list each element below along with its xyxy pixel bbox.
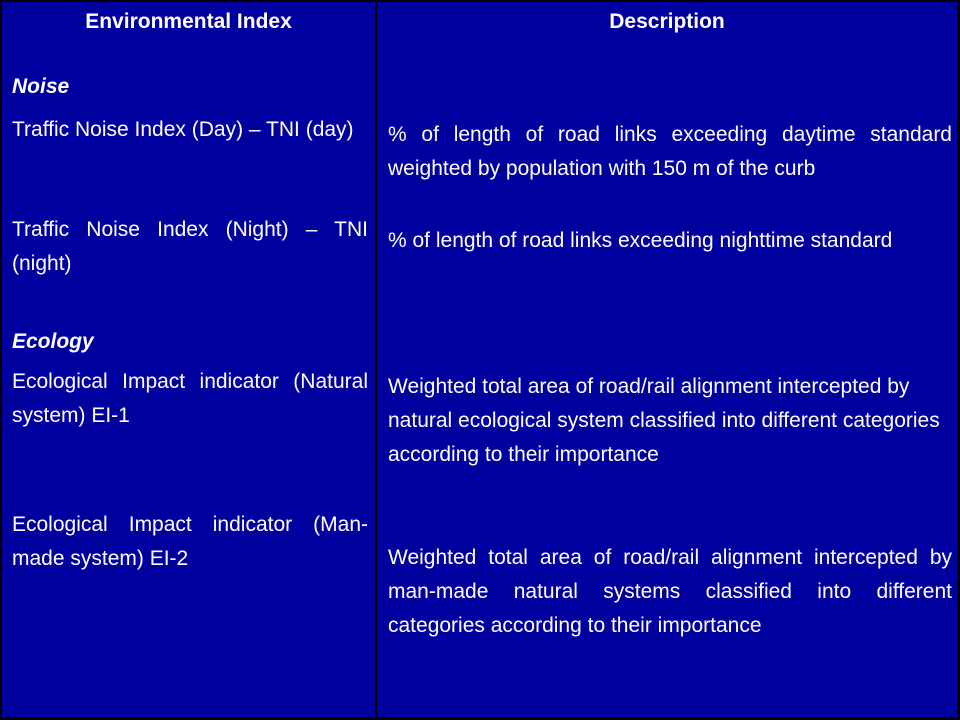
description-ei-2: Weighted total area of road/rail alignment intercepted by man-made natural systems classified into different categories according to their importance [388, 546, 952, 637]
table-border-top [0, 0, 960, 2]
section-noise: Noise [12, 75, 70, 98]
header-description: Description [609, 10, 725, 33]
table-border-left [0, 0, 2, 720]
index-tni-night: Traffic Noise Index (Night) – TNI (night) [12, 218, 368, 275]
description-tni-night: % of length of road links exceeding nighttime standard [388, 229, 893, 252]
section-ecology: Ecology [12, 330, 94, 353]
header-environmental-index: Environmental Index [85, 10, 292, 33]
index-ei-2: Ecological Impact indicator (Man-made system) EI-2 [12, 513, 368, 570]
index-tni-day: Traffic Noise Index (Day) – TNI (day) [12, 118, 354, 141]
description-tni-day: % of length of road links exceeding daytime standard weighted by population with 150 m of the curb [388, 123, 952, 180]
index-ei-1: Ecological Impact indicator (Natural system) EI-1 [12, 370, 368, 427]
column-divider [375, 0, 377, 720]
description-ei-1: Weighted total area of road/rail alignment intercepted by natural ecological system classified into different categories according to their importance [388, 375, 940, 466]
